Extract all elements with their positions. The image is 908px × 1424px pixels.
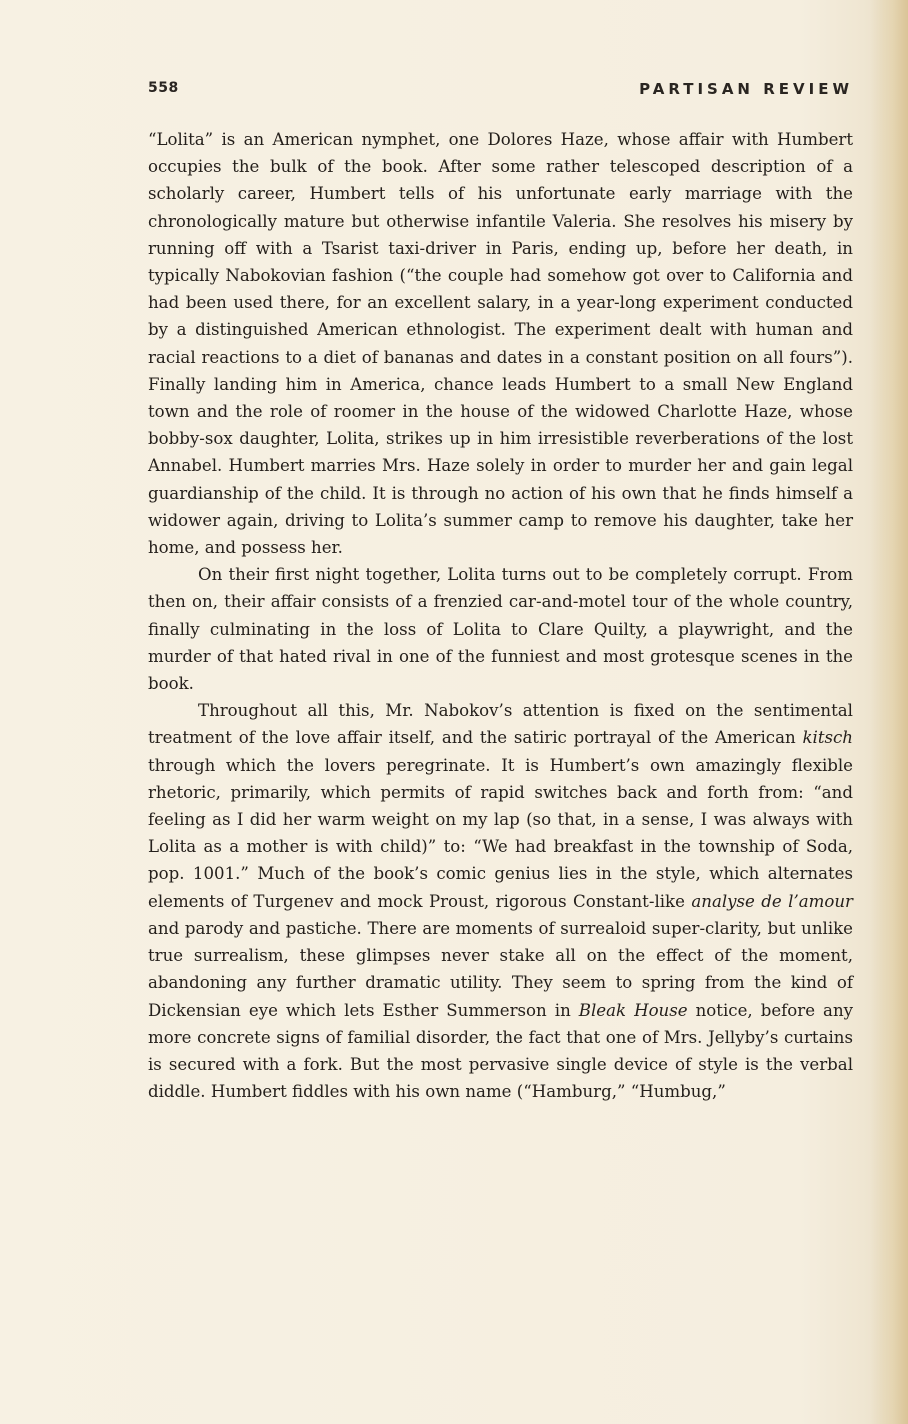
body-text	[148, 126, 853, 1105]
page-header	[148, 80, 853, 104]
page-number: 558	[148, 80, 179, 96]
paragraph-3	[148, 697, 853, 1105]
italic-term-analyse-de-lamour: analyse de l’amour	[691, 891, 853, 911]
italic-term-kitsch: kitsch	[802, 728, 853, 748]
text-segment: and parody and pastiche. There are moments of surrealoid super-clarity, but unlike true surrealism, these glimpses never stake all on the effect of the moment, abandoning any further dramatic utility. They seem to spring from the kind of Dickensian eye which lets Esther Summerson in	[148, 918, 853, 1020]
text-segment: “Lolita” is an American nymphet, one Dolores Haze, whose affair with Humbert occupies the bulk of the book. After some rather telescoped description of a scholarly career, Humbert tells of his unfortunate early marriage with the chronologically mature but otherwise infantile Valeria. She resolves his misery by running off with a Tsarist taxi-driver in Paris, ending up, before her death, in typically Nabokovian fashion (“the couple had somehow got over to California and had been used there, for an excellent salary, in a year-long experiment conducted by a distinguished American ethnologist. The experiment dealt with human and racial reactions to a diet of bananas and dates in a constant position on all fours”). Finally landing him in America, chance leads Humbert to a small New England town and the role of roomer in the house of the widowed Charlotte Haze, whose bobby-sox daughter, Lolita, strikes up in him irresistible reverberations of the lost Annabel. Humbert marries Mrs. Haze solely in order to murder her and gain legal guardianship of the child. It is through no action of his own that he finds himself a widower again, driving to Lolita’s summer camp to remove his daughter, take her home, and possess her.	[148, 130, 853, 558]
text-segment: notice, before any more concrete signs of familial disorder, the fact that one of Mrs. Jellyby’s curtains is secured with a fork. But the most pervasive single device of style is the verbal diddle. Humbert fiddles with his own name (“Hamburg,” “Humbug,”	[148, 1000, 854, 1102]
text-segment: On their first night together, Lolita turns out to be completely corrupt. From then on, their affair consists of a frenzied car-and-motel tour of the whole country, finally culminating in the loss of Lolita to Clare Quilty, a playwright, and the murder of that hated rival in one of the funniest and most grotesque scenes in the book.	[148, 565, 853, 694]
text-segment: through which the lovers peregrinate. It is Humbert’s own amazingly flexible rhetoric, primarily, which permits of rapid switches back and forth from: “and feeling as I did her warm weight on my lap (so that, in a sense, I was always with Lolita as a mother is with child)” to: “We had breakfast in the township of Soda, pop. 1001.” Much of the book’s comic genius lies in the style, which alternates elements of Turgenev and mock Proust, rigorous Constant-like	[148, 755, 853, 911]
page-gutter-shadow	[870, 0, 908, 1424]
running-head: PARTISAN REVIEW	[639, 80, 853, 98]
paragraph-2	[148, 561, 853, 697]
italic-title-bleak-house: Bleak House	[578, 1000, 688, 1020]
paragraph-1	[148, 126, 853, 561]
text-segment: Throughout all this, Mr. Nabokov’s attention is fixed on the sentimental treatment of the love affair itself, and the satiric portrayal of the American	[148, 701, 853, 748]
